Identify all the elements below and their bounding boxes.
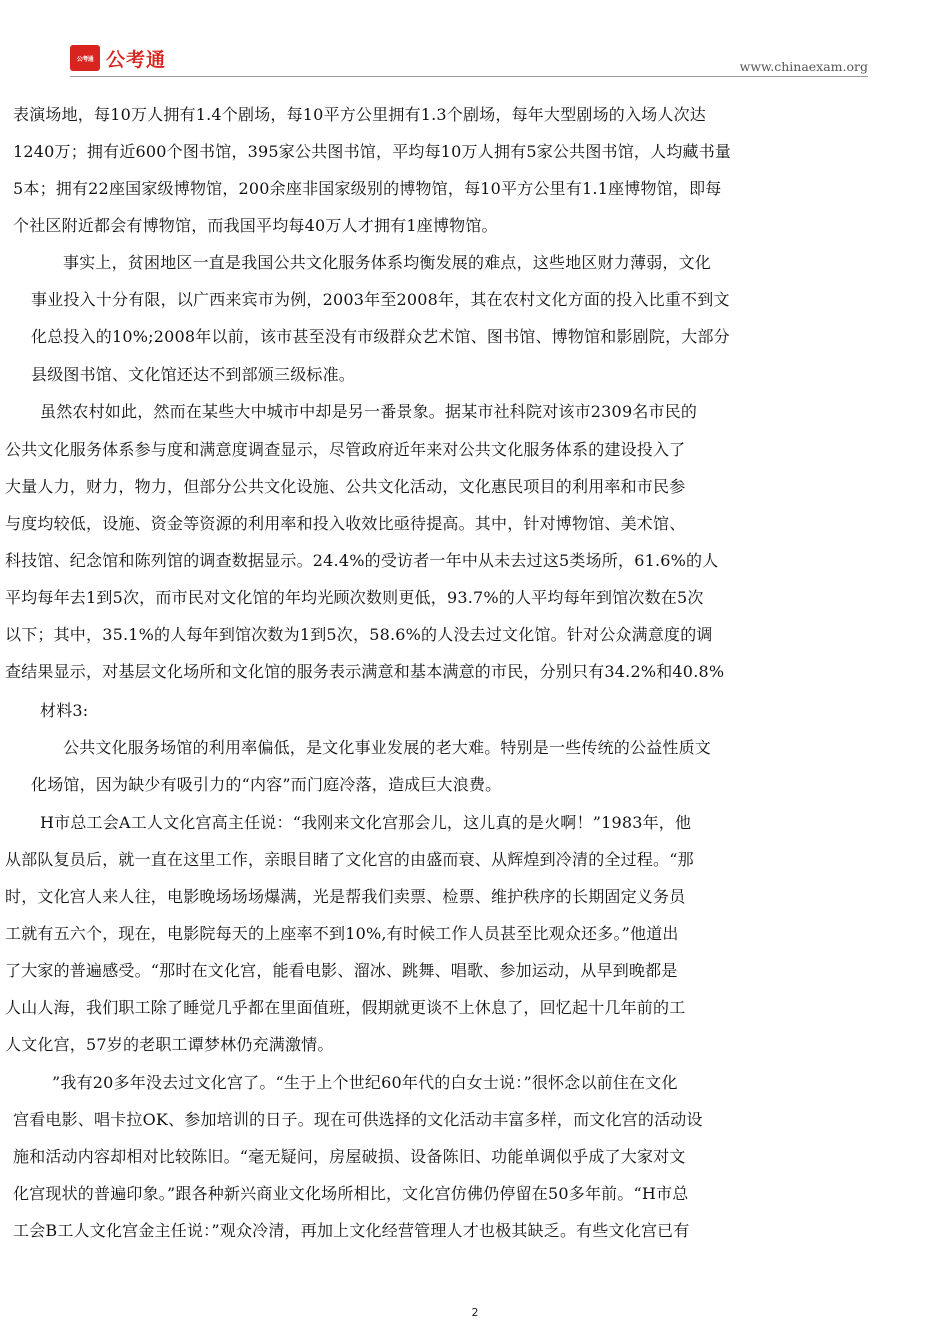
- text-line: 与度均较低，设施、资金等资源的利用率和投入收效比亟待提高。其中，针对博物馆、美术馆、: [5, 514, 686, 533]
- text-line: 县级图书馆、文化馆还达不到部颁三级标准。: [31, 365, 356, 384]
- text-line: 大量人力，财力，物力，但部分公共文化设施、公共文化活动，文化惠民项目的利用率和市民参: [5, 477, 686, 496]
- text-line: ”我有20多年没去过文化宫了。“生于上个世纪60年代的白女士说：”很怀念以前住在文化: [52, 1073, 678, 1092]
- page-number: 2: [471, 1306, 479, 1319]
- text-line: 以下；其中，35.1%的人每年到馆次数为1到5次，58.6%的人没去过文化馆。针对公众满意度的调: [5, 625, 713, 644]
- text-line: 事业投入十分有限，以广西来宾市为例，2003年至2008年，其在农村文化方面的投入比重不到文: [31, 290, 730, 309]
- text-line: 人文化宫，57岁的老职工谭梦林仍充满激情。: [5, 1035, 334, 1054]
- logo-mark-icon: [70, 45, 100, 71]
- text-line: 人山人海，我们职工除了睡觉几乎都在里面值班，假期就更谈不上休息了，回忆起十几年前的工: [5, 998, 686, 1017]
- logo-mark-text: 公考通: [76, 55, 94, 63]
- text-line: 个社区附近都会有博物馆，而我国平均每40万人才拥有1座博物馆。: [13, 216, 498, 235]
- site-url: www.chinaexam.org: [739, 59, 868, 74]
- section-label: 材料3:: [40, 701, 89, 720]
- text-line: 工就有五六个，现在，电影院每天的上座率不到10%,有时候工作人员甚至比观众还多。”他道出: [5, 924, 679, 943]
- logo-text: 公考通: [106, 48, 167, 71]
- text-line: 查结果显示，对基层文化场所和文化馆的服务表示满意和基本满意的市民，分别只有34.2%和40.8%: [5, 662, 725, 681]
- text-line: 化总投入的10%;2008年以前，该市甚至没有市级群众艺术馆、图书馆、博物馆和影剧院，大部分: [31, 327, 730, 346]
- text-line: 化场馆，因为缺少有吸引力的“内容”而门庭冷落，造成巨大浪费。: [31, 775, 502, 794]
- text-line: 公共文化服务场馆的利用率偏低，是文化事业发展的老大难。特别是一些传统的公益性质文: [63, 738, 712, 757]
- logo: [70, 44, 166, 72]
- text-line: 了大家的普遍感受。“那时在文化宫，能看电影、溜冰、跳舞、唱歌、参加运动，从早到晚都是: [5, 961, 678, 980]
- text-line: 表演场地，每10万人拥有1.4个剧场，每10平方公里拥有1.3个剧场，每年大型剧场的入场人次达: [13, 105, 707, 124]
- text-line: 时，文化宫人来人往，电影晚场场场爆满，光是帮我们卖票、检票、维护秩序的长期固定义务员: [5, 887, 686, 906]
- text-line: 5本；拥有22座国家级博物馆，200余座非国家级别的博物馆，每10平方公里有1.1座博物馆，即每: [13, 179, 722, 198]
- text-line: 施和活动内容却相对比较陈旧。“毫无疑问，房屋破损、设备陈旧、功能单调似乎成了大家对文: [13, 1147, 686, 1166]
- text-line: 宫看电影、唱卡拉OK、参加培训的日子。现在可供选择的文化活动丰富多样，而文化宫的活动设: [13, 1110, 703, 1129]
- text-line: 工会B工人文化宫金主任说：”观众冷清，再加上文化经营管理人才也极其缺乏。有些文化宫已有: [13, 1221, 690, 1240]
- text-line: 公共文化服务体系参与度和满意度调查显示，尽管政府近年来对公共文化服务体系的建设投入了: [5, 440, 686, 459]
- page-header: [70, 40, 868, 77]
- text-line: 平均每年去1到5次，而市民对文化馆的年均光顾次数则更低，93.7%的人平均每年到馆次数在5次: [5, 588, 704, 607]
- text-line: 虽然农村如此，然而在某些大中城市中却是另一番景象。据某市社科院对该市2309名市民的: [40, 402, 698, 421]
- text-line: H市总工会A工人文化宫高主任说：“我刚来文化宫那会儿，这儿真的是火啊！”1983年，他: [40, 813, 692, 832]
- text-line: 事实上，贫困地区一直是我国公共文化服务体系均衡发展的难点，这些地区财力薄弱，文化: [63, 253, 712, 272]
- text-line: 从部队复员后，就一直在这里工作，亲眼目睹了文化宫的由盛而衰、从辉煌到冷清的全过程。“那: [5, 850, 694, 869]
- text-line: 科技馆、纪念馆和陈列馆的调查数据显示。24.4%的受访者一年中从未去过这5类场所，61.6%的人: [5, 551, 719, 570]
- text-line: 1240万；拥有近600个图书馆，395家公共图书馆，平均每10万人拥有5家公共图书馆，人均藏书量: [13, 142, 732, 161]
- text-line: 化宫现状的普遍印象。”跟各种新兴商业文化场所相比，文化宫仿佛仍停留在50多年前。“H市总: [13, 1184, 689, 1203]
